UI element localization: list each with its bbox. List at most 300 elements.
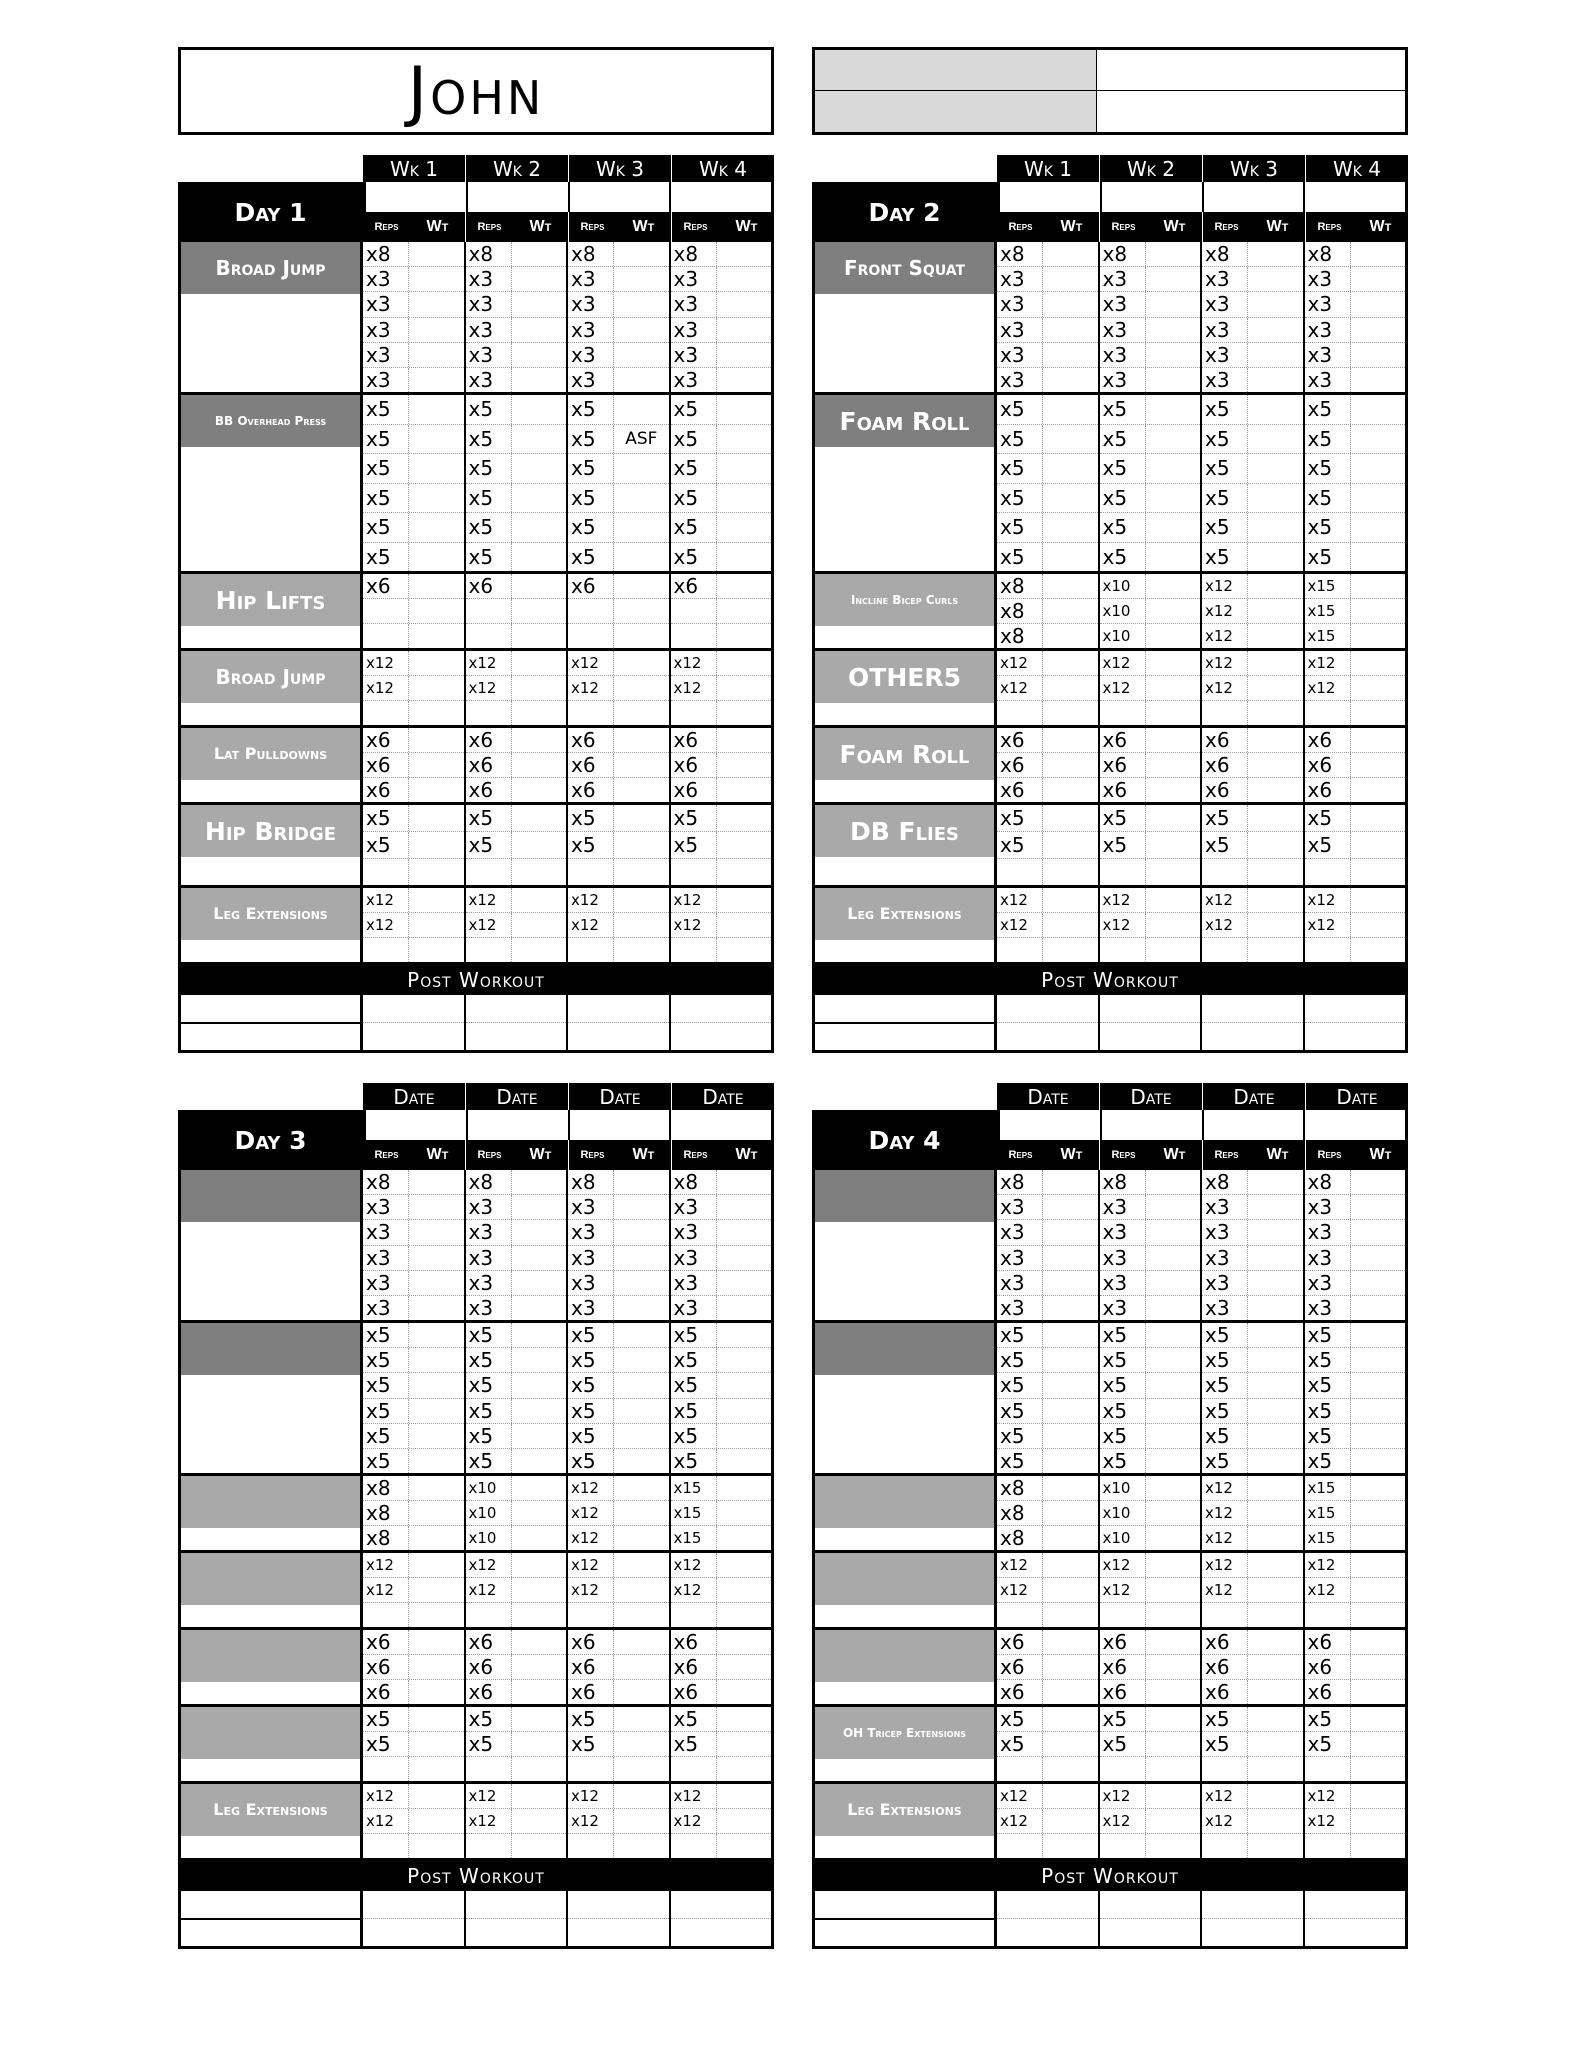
- weight-entry[interactable]: [1248, 728, 1302, 752]
- post-workout-entry[interactable]: [671, 995, 772, 1023]
- weight-entry[interactable]: [717, 318, 771, 342]
- weight-entry[interactable]: [409, 343, 463, 367]
- weight-entry[interactable]: [409, 1630, 463, 1654]
- weight-entry[interactable]: [1248, 292, 1302, 316]
- weight-entry[interactable]: [717, 778, 771, 802]
- weight-entry[interactable]: [1146, 1578, 1200, 1602]
- weight-entry[interactable]: [1351, 805, 1405, 831]
- weight-entry[interactable]: [1146, 676, 1200, 700]
- weight-entry[interactable]: [409, 292, 463, 316]
- weight-entry[interactable]: [717, 1246, 771, 1270]
- weight-entry[interactable]: [512, 543, 566, 572]
- weight-entry[interactable]: [614, 1757, 668, 1781]
- weight-entry[interactable]: [512, 1170, 566, 1194]
- weight-entry[interactable]: [1043, 368, 1097, 392]
- weight-entry[interactable]: [1248, 1526, 1302, 1550]
- weight-entry[interactable]: [614, 1424, 668, 1448]
- weight-entry[interactable]: [1248, 1834, 1302, 1858]
- weight-entry[interactable]: [1248, 1296, 1302, 1320]
- weight-entry[interactable]: [1146, 1834, 1200, 1858]
- weight-entry[interactable]: [1248, 805, 1302, 831]
- post-workout-entry[interactable]: [1100, 1023, 1201, 1050]
- weight-entry[interactable]: [409, 753, 463, 777]
- post-workout-entry[interactable]: [568, 995, 669, 1023]
- weight-entry[interactable]: [512, 484, 566, 513]
- weight-entry[interactable]: [1351, 1399, 1405, 1423]
- weight-entry[interactable]: [614, 1271, 668, 1295]
- weight-entry[interactable]: [1043, 242, 1097, 266]
- post-workout-entry[interactable]: [568, 1891, 669, 1919]
- weight-entry[interactable]: [409, 1553, 463, 1577]
- weight-entry[interactable]: [409, 574, 463, 598]
- weight-entry[interactable]: [1248, 1271, 1302, 1295]
- weight-entry[interactable]: [512, 832, 566, 858]
- weight-entry[interactable]: [512, 728, 566, 752]
- weight-entry[interactable]: [1146, 1170, 1200, 1194]
- weight-entry[interactable]: [1351, 651, 1405, 675]
- weight-entry[interactable]: [717, 1170, 771, 1194]
- weight-entry[interactable]: [717, 1809, 771, 1833]
- post-workout-entry[interactable]: [997, 1891, 1098, 1919]
- weight-entry[interactable]: [1043, 1476, 1097, 1500]
- weight-entry[interactable]: [717, 1296, 771, 1320]
- weight-entry[interactable]: [1351, 513, 1405, 542]
- weight-entry[interactable]: [717, 1449, 771, 1473]
- weight-entry[interactable]: [512, 1630, 566, 1654]
- weight-entry[interactable]: [512, 676, 566, 700]
- weight-entry[interactable]: [409, 1501, 463, 1525]
- weight-entry[interactable]: [717, 1578, 771, 1602]
- weight-entry[interactable]: [1351, 267, 1405, 291]
- weight-entry[interactable]: [512, 599, 566, 623]
- weight-entry[interactable]: [614, 1501, 668, 1525]
- weight-entry[interactable]: [1351, 1809, 1405, 1833]
- weight-entry[interactable]: [1146, 574, 1200, 598]
- date-entry-cell[interactable]: [468, 182, 570, 212]
- date-entry-cell[interactable]: [468, 1110, 570, 1140]
- weight-entry[interactable]: [1351, 676, 1405, 700]
- weight-entry[interactable]: [409, 318, 463, 342]
- weight-entry[interactable]: [717, 1680, 771, 1704]
- weight-entry[interactable]: [1248, 574, 1302, 598]
- weight-entry[interactable]: [1043, 1424, 1097, 1448]
- weight-entry[interactable]: [1351, 1732, 1405, 1756]
- post-workout-entry[interactable]: [1202, 1891, 1303, 1919]
- weight-entry[interactable]: [1351, 1220, 1405, 1244]
- weight-entry[interactable]: [1248, 1348, 1302, 1372]
- weight-entry[interactable]: [614, 832, 668, 858]
- weight-entry[interactable]: [512, 1809, 566, 1833]
- weight-entry[interactable]: [409, 454, 463, 483]
- post-workout-name-cell[interactable]: [815, 1920, 994, 1947]
- weight-entry[interactable]: [1248, 599, 1302, 623]
- weight-entry[interactable]: [1351, 318, 1405, 342]
- weight-entry[interactable]: [1351, 1246, 1405, 1270]
- date-entry-cell[interactable]: [1204, 182, 1306, 212]
- weight-entry[interactable]: [717, 938, 771, 962]
- weight-entry[interactable]: [1146, 1373, 1200, 1397]
- post-workout-entry[interactable]: [466, 1891, 567, 1919]
- weight-entry[interactable]: [409, 1220, 463, 1244]
- weight-entry[interactable]: [512, 1680, 566, 1704]
- weight-entry[interactable]: [614, 368, 668, 392]
- weight-entry[interactable]: [1043, 574, 1097, 598]
- weight-entry[interactable]: [512, 1296, 566, 1320]
- post-workout-entry[interactable]: [1305, 1891, 1406, 1919]
- weight-entry[interactable]: [1351, 1296, 1405, 1320]
- weight-entry[interactable]: [512, 1784, 566, 1808]
- weight-entry[interactable]: [1043, 1501, 1097, 1525]
- weight-entry[interactable]: [409, 1655, 463, 1679]
- weight-entry[interactable]: [1248, 676, 1302, 700]
- weight-entry[interactable]: [1351, 1526, 1405, 1550]
- weight-entry[interactable]: [1043, 1323, 1097, 1347]
- weight-entry[interactable]: [1248, 913, 1302, 937]
- weight-entry[interactable]: [614, 1195, 668, 1219]
- post-workout-entry[interactable]: [1100, 1891, 1201, 1919]
- weight-entry[interactable]: [614, 805, 668, 831]
- weight-entry[interactable]: [1351, 832, 1405, 858]
- weight-entry[interactable]: [614, 859, 668, 885]
- weight-entry[interactable]: [512, 1195, 566, 1219]
- weight-entry[interactable]: [1248, 242, 1302, 266]
- post-workout-entry[interactable]: [671, 1919, 772, 1946]
- weight-entry[interactable]: [614, 1834, 668, 1858]
- weight-entry[interactable]: [409, 1809, 463, 1833]
- weight-entry[interactable]: [717, 484, 771, 513]
- weight-entry[interactable]: [717, 574, 771, 598]
- weight-entry[interactable]: [1248, 701, 1302, 725]
- weight-entry[interactable]: [717, 1732, 771, 1756]
- date-entry-cell[interactable]: [671, 182, 771, 212]
- weight-entry[interactable]: [1351, 1578, 1405, 1602]
- weight-entry[interactable]: [1351, 543, 1405, 572]
- weight-entry[interactable]: [1351, 1553, 1405, 1577]
- post-workout-entry[interactable]: [466, 1023, 567, 1050]
- weight-entry[interactable]: [717, 292, 771, 316]
- weight-entry[interactable]: [512, 1271, 566, 1295]
- weight-entry[interactable]: [1351, 574, 1405, 598]
- weight-entry[interactable]: [717, 1707, 771, 1731]
- date-entry-cell[interactable]: [1000, 182, 1102, 212]
- weight-entry[interactable]: [409, 859, 463, 885]
- weight-entry[interactable]: [1351, 938, 1405, 962]
- weight-entry[interactable]: [717, 1784, 771, 1808]
- date-entry-cell[interactable]: [1305, 182, 1405, 212]
- weight-entry[interactable]: [1248, 318, 1302, 342]
- weight-entry[interactable]: [1248, 395, 1302, 424]
- weight-entry[interactable]: [717, 1348, 771, 1372]
- weight-entry[interactable]: [1146, 1809, 1200, 1833]
- weight-entry[interactable]: [409, 425, 463, 454]
- weight-entry[interactable]: [1043, 753, 1097, 777]
- weight-entry[interactable]: [614, 624, 668, 648]
- weight-entry[interactable]: [409, 599, 463, 623]
- weight-entry[interactable]: [409, 1732, 463, 1756]
- weight-entry[interactable]: [1248, 938, 1302, 962]
- weight-entry[interactable]: [717, 888, 771, 912]
- weight-entry[interactable]: [512, 1732, 566, 1756]
- weight-entry[interactable]: [614, 676, 668, 700]
- weight-entry[interactable]: [1351, 753, 1405, 777]
- weight-entry[interactable]: [614, 651, 668, 675]
- post-workout-entry[interactable]: [1202, 1919, 1303, 1946]
- weight-entry[interactable]: [717, 1553, 771, 1577]
- weight-entry[interactable]: [717, 1630, 771, 1654]
- weight-entry[interactable]: [1146, 599, 1200, 623]
- weight-entry[interactable]: [409, 1834, 463, 1858]
- weight-entry[interactable]: [614, 1707, 668, 1731]
- weight-entry[interactable]: [717, 1373, 771, 1397]
- weight-entry[interactable]: [717, 513, 771, 542]
- weight-entry[interactable]: [1248, 1246, 1302, 1270]
- weight-entry[interactable]: [1043, 676, 1097, 700]
- weight-entry[interactable]: [1248, 1424, 1302, 1448]
- weight-entry[interactable]: [1248, 778, 1302, 802]
- weight-entry[interactable]: [614, 913, 668, 937]
- weight-entry[interactable]: [1043, 425, 1097, 454]
- weight-entry[interactable]: [1248, 368, 1302, 392]
- weight-entry[interactable]: [614, 1809, 668, 1833]
- weight-entry[interactable]: [614, 484, 668, 513]
- weight-entry[interactable]: [1043, 1707, 1097, 1731]
- weight-entry[interactable]: [614, 1732, 668, 1756]
- weight-entry[interactable]: [512, 267, 566, 291]
- weight-entry[interactable]: [1043, 832, 1097, 858]
- weight-entry[interactable]: [1248, 1476, 1302, 1500]
- weight-entry[interactable]: [717, 1655, 771, 1679]
- weight-entry[interactable]: [1146, 454, 1200, 483]
- weight-entry[interactable]: [614, 938, 668, 962]
- weight-entry[interactable]: [1146, 938, 1200, 962]
- weight-entry[interactable]: [1248, 624, 1302, 648]
- weight-entry[interactable]: [512, 1373, 566, 1397]
- weight-entry[interactable]: [1248, 1603, 1302, 1627]
- weight-entry[interactable]: [1146, 368, 1200, 392]
- weight-entry[interactable]: [409, 1526, 463, 1550]
- weight-entry[interactable]: [614, 1578, 668, 1602]
- weight-entry[interactable]: [512, 513, 566, 542]
- weight-entry[interactable]: [1248, 1553, 1302, 1577]
- weight-entry[interactable]: [1043, 1655, 1097, 1679]
- weight-entry[interactable]: [512, 938, 566, 962]
- weight-entry[interactable]: [614, 1526, 668, 1550]
- weight-entry[interactable]: [512, 454, 566, 483]
- weight-entry[interactable]: [1248, 1578, 1302, 1602]
- weight-entry[interactable]: [1146, 778, 1200, 802]
- post-workout-entry[interactable]: [1100, 995, 1201, 1023]
- weight-entry[interactable]: [1146, 343, 1200, 367]
- weight-entry[interactable]: [717, 913, 771, 937]
- date-entry-cell[interactable]: [1102, 1110, 1204, 1140]
- weight-entry[interactable]: [717, 343, 771, 367]
- weight-entry[interactable]: [1248, 513, 1302, 542]
- weight-entry[interactable]: [614, 1655, 668, 1679]
- weight-entry[interactable]: [1146, 1323, 1200, 1347]
- weight-entry[interactable]: [1146, 805, 1200, 831]
- weight-entry[interactable]: [1351, 728, 1405, 752]
- weight-entry[interactable]: [1043, 343, 1097, 367]
- weight-entry[interactable]: [1146, 1630, 1200, 1654]
- weight-entry[interactable]: [1146, 832, 1200, 858]
- weight-entry[interactable]: [1248, 651, 1302, 675]
- weight-entry[interactable]: [1351, 1271, 1405, 1295]
- weight-entry[interactable]: [1248, 267, 1302, 291]
- weight-entry[interactable]: [1351, 859, 1405, 885]
- weight-entry[interactable]: [1043, 1680, 1097, 1704]
- weight-entry[interactable]: [614, 1323, 668, 1347]
- weight-entry[interactable]: [1043, 454, 1097, 483]
- weight-entry[interactable]: [512, 343, 566, 367]
- weight-entry[interactable]: [1248, 1449, 1302, 1473]
- weight-entry[interactable]: [409, 913, 463, 937]
- weight-entry[interactable]: [1043, 292, 1097, 316]
- weight-entry[interactable]: [409, 484, 463, 513]
- weight-entry[interactable]: [717, 1476, 771, 1500]
- weight-entry[interactable]: [717, 1501, 771, 1525]
- post-workout-entry[interactable]: [1100, 1919, 1201, 1946]
- weight-entry[interactable]: [409, 1424, 463, 1448]
- weight-entry[interactable]: [1248, 1809, 1302, 1833]
- weight-entry[interactable]: [717, 368, 771, 392]
- weight-entry[interactable]: [409, 728, 463, 752]
- weight-entry[interactable]: [1351, 599, 1405, 623]
- weight-entry[interactable]: [512, 1834, 566, 1858]
- weight-entry[interactable]: [717, 1323, 771, 1347]
- weight-entry[interactable]: [409, 1449, 463, 1473]
- weight-entry[interactable]: [1043, 1271, 1097, 1295]
- weight-entry[interactable]: [1351, 368, 1405, 392]
- weight-entry[interactable]: [409, 832, 463, 858]
- weight-entry[interactable]: [409, 1170, 463, 1194]
- date-entry-cell[interactable]: [1000, 1110, 1102, 1140]
- date-entry-cell[interactable]: [366, 182, 468, 212]
- weight-entry[interactable]: [614, 1170, 668, 1194]
- weight-entry[interactable]: [614, 395, 668, 424]
- weight-entry[interactable]: [614, 599, 668, 623]
- post-workout-entry[interactable]: [1305, 1919, 1406, 1946]
- weight-entry[interactable]: [512, 1449, 566, 1473]
- weight-entry[interactable]: [512, 1424, 566, 1448]
- weight-entry[interactable]: [614, 574, 668, 598]
- weight-entry[interactable]: [1146, 701, 1200, 725]
- weight-entry[interactable]: [1146, 728, 1200, 752]
- weight-entry[interactable]: [1351, 1449, 1405, 1473]
- weight-entry[interactable]: [1043, 1399, 1097, 1423]
- weight-entry[interactable]: [1351, 1630, 1405, 1654]
- weight-entry[interactable]: [614, 1220, 668, 1244]
- weight-entry[interactable]: [1043, 701, 1097, 725]
- weight-entry[interactable]: [512, 1476, 566, 1500]
- weight-entry[interactable]: [409, 676, 463, 700]
- weight-entry[interactable]: [1146, 1424, 1200, 1448]
- weight-entry[interactable]: [1043, 1784, 1097, 1808]
- weight-entry[interactable]: [1146, 1220, 1200, 1244]
- weight-entry[interactable]: [1248, 1784, 1302, 1808]
- weight-entry[interactable]: [1043, 728, 1097, 752]
- weight-entry[interactable]: [614, 1630, 668, 1654]
- weight-entry[interactable]: [1248, 425, 1302, 454]
- weight-entry[interactable]: [717, 395, 771, 424]
- post-workout-name-cell[interactable]: [815, 1024, 994, 1051]
- weight-entry[interactable]: [614, 1553, 668, 1577]
- weight-entry[interactable]: [1043, 1757, 1097, 1781]
- weight-entry[interactable]: [409, 1399, 463, 1423]
- weight-entry[interactable]: [717, 425, 771, 454]
- post-workout-entry[interactable]: [363, 1891, 464, 1919]
- weight-entry[interactable]: [1351, 1373, 1405, 1397]
- weight-entry[interactable]: [1248, 454, 1302, 483]
- weight-entry[interactable]: [1351, 1834, 1405, 1858]
- weight-entry[interactable]: [1043, 651, 1097, 675]
- weight-entry[interactable]: [512, 1757, 566, 1781]
- weight-entry[interactable]: [1043, 1526, 1097, 1550]
- weight-entry[interactable]: [1146, 1757, 1200, 1781]
- weight-entry[interactable]: [717, 701, 771, 725]
- weight-entry[interactable]: [1043, 1553, 1097, 1577]
- post-workout-entry[interactable]: [1202, 1023, 1303, 1050]
- weight-entry[interactable]: [1248, 1170, 1302, 1194]
- weight-entry[interactable]: [1351, 1501, 1405, 1525]
- weight-entry[interactable]: [409, 701, 463, 725]
- weight-entry[interactable]: [409, 1680, 463, 1704]
- post-workout-name-cell[interactable]: [181, 1920, 360, 1947]
- weight-entry[interactable]: [1351, 1195, 1405, 1219]
- weight-entry[interactable]: [1351, 1476, 1405, 1500]
- weight-entry[interactable]: [1351, 1424, 1405, 1448]
- weight-entry[interactable]: [717, 624, 771, 648]
- weight-entry[interactable]: [1248, 832, 1302, 858]
- weight-entry[interactable]: [512, 1655, 566, 1679]
- weight-entry[interactable]: [1351, 1603, 1405, 1627]
- weight-entry[interactable]: [512, 778, 566, 802]
- weight-entry[interactable]: [717, 859, 771, 885]
- weight-entry[interactable]: [512, 242, 566, 266]
- weight-entry[interactable]: [409, 1296, 463, 1320]
- weight-entry[interactable]: [1248, 1323, 1302, 1347]
- weight-entry[interactable]: [1248, 343, 1302, 367]
- weight-entry[interactable]: [1043, 778, 1097, 802]
- weight-entry[interactable]: [512, 1526, 566, 1550]
- weight-entry[interactable]: [1351, 1655, 1405, 1679]
- info-value-cell[interactable]: [1097, 50, 1405, 91]
- weight-entry[interactable]: [717, 1424, 771, 1448]
- weight-entry[interactable]: [1146, 318, 1200, 342]
- weight-entry[interactable]: ASF: [625, 428, 658, 449]
- date-entry-cell[interactable]: [1102, 182, 1204, 212]
- weight-entry[interactable]: [1248, 1195, 1302, 1219]
- weight-entry[interactable]: [1043, 513, 1097, 542]
- weight-entry[interactable]: [1043, 1296, 1097, 1320]
- weight-entry[interactable]: [717, 1603, 771, 1627]
- weight-entry[interactable]: [1043, 1809, 1097, 1833]
- weight-entry[interactable]: [1146, 292, 1200, 316]
- info-value-cell[interactable]: [1097, 91, 1405, 132]
- weight-entry[interactable]: [512, 805, 566, 831]
- weight-entry[interactable]: [1146, 543, 1200, 572]
- weight-entry[interactable]: [1146, 513, 1200, 542]
- weight-entry[interactable]: [614, 1603, 668, 1627]
- weight-entry[interactable]: [512, 1220, 566, 1244]
- weight-entry[interactable]: [1351, 1348, 1405, 1372]
- weight-entry[interactable]: [717, 1195, 771, 1219]
- weight-entry[interactable]: [1248, 1501, 1302, 1525]
- weight-entry[interactable]: [717, 1834, 771, 1858]
- weight-entry[interactable]: [1146, 1526, 1200, 1550]
- weight-entry[interactable]: [1351, 913, 1405, 937]
- weight-entry[interactable]: [1043, 859, 1097, 885]
- weight-entry[interactable]: [1146, 425, 1200, 454]
